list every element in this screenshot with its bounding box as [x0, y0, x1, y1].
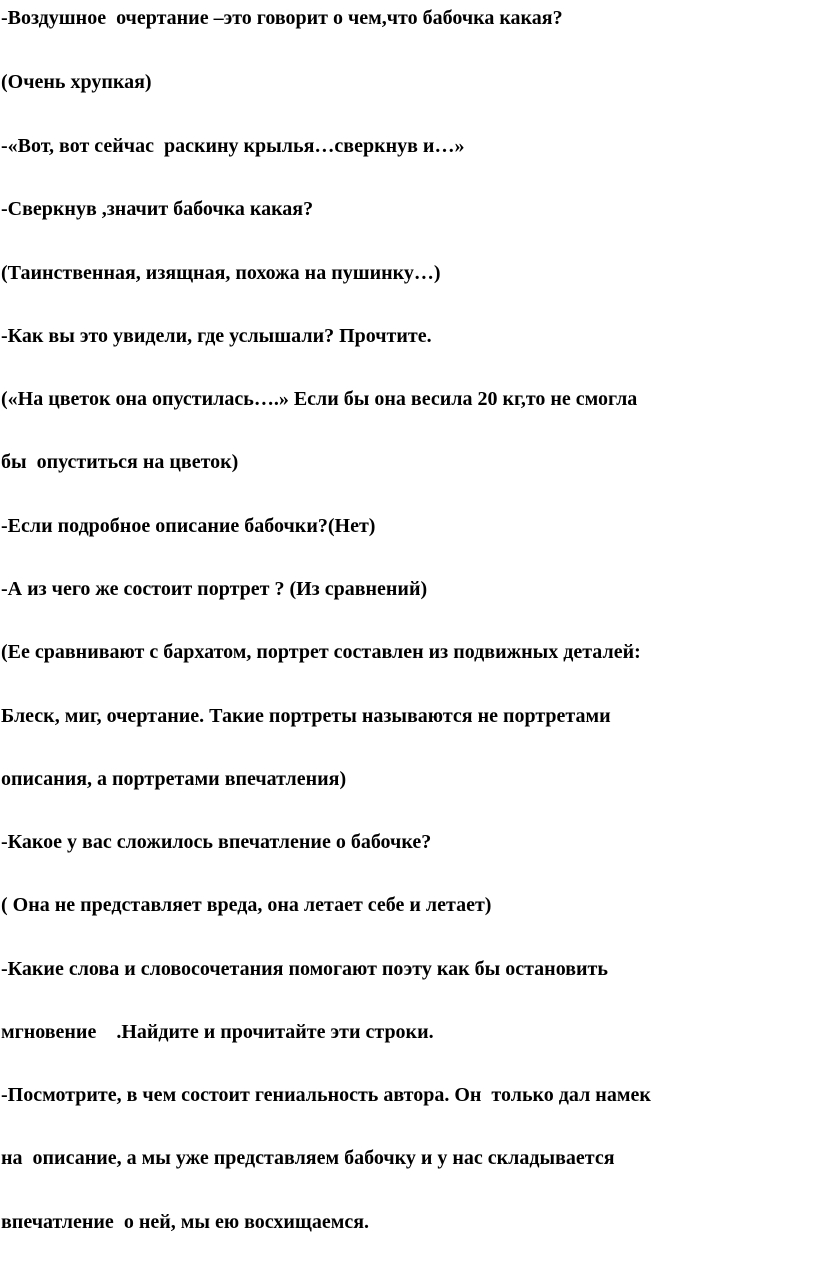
text-line: впечатление о ней, мы ею восхищаемся.: [1, 1211, 370, 1233]
text-line: («На цветок она опустилась….» Если бы она весила 20 кг,то не смогла: [1, 388, 638, 410]
text-line: -Какое у вас сложилось впечатление о бабочке?: [1, 831, 432, 853]
text-line: -Посмотрите, в чем состоит гениальность автора. Он только дал намек: [1, 1084, 651, 1106]
text-line: (Таинственная, изящная, похожа на пушинку…): [1, 262, 441, 284]
text-line: -Воздушное очертание –это говорит о чем,что бабочка какая?: [1, 7, 563, 29]
text-line: -Сверкнув ,значит бабочка какая?: [1, 198, 314, 220]
text-line: на описание, а мы уже представляем бабочку и у нас складывается: [1, 1147, 615, 1169]
text-line: (Очень хрупкая): [1, 71, 152, 93]
text-line: бы опуститься на цветок): [1, 451, 239, 473]
text-line: -Если подробное описание бабочки?(Нет): [1, 515, 376, 537]
text-line: мгновение .Найдите и прочитайте эти строки.: [1, 1021, 434, 1043]
text-line: -«Вот, вот сейчас раскину крылья…сверкнув и…»: [1, 135, 465, 157]
text-line: Блеск, миг, очертание. Такие портреты называются не портретами: [1, 705, 611, 727]
text-line: (Ее сравнивают с бархатом, портрет составлен из подвижных деталей:: [1, 641, 641, 663]
text-line: -А из чего же состоит портрет ? (Из сравнений): [1, 578, 428, 600]
text-line: -Как вы это увидели, где услышали? Прочтите.: [1, 325, 432, 347]
text-line: ( Она не представляет вреда, она летает себе и летает): [1, 894, 492, 916]
text-line: -Какие слова и словосочетания помогают поэту как бы остановить: [1, 958, 608, 980]
text-line: описания, а портретами впечатления): [1, 768, 347, 790]
